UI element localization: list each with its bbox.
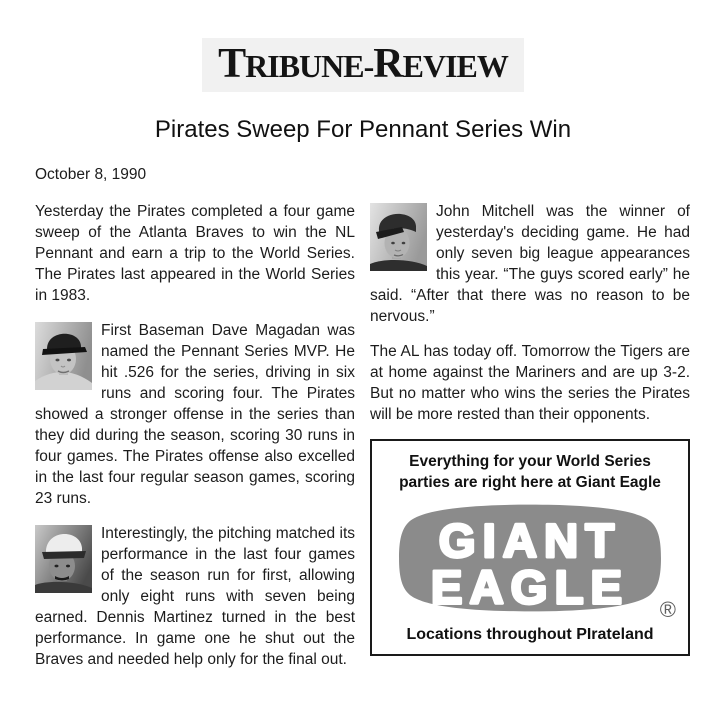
dennis-martinez-photo (35, 525, 92, 593)
paragraph-text: The AL has today off. Tomorrow the Tigers are at home against the Mariners and are up 3-2. But no matter who wins the series the Pirates will be more rested than their opponents. (370, 343, 690, 423)
giant-eagle-logo-shape (396, 501, 664, 615)
logo-word-eagle: EAGLE (430, 561, 630, 615)
article-dateline: October 8, 1990 (35, 166, 147, 183)
dave-magadan-photo (35, 322, 92, 390)
right-column (370, 201, 690, 670)
john-mitchell-photo (370, 203, 427, 271)
logo-word-giant: GIANT (438, 514, 622, 568)
newspaper-masthead (202, 38, 524, 92)
left-column (35, 201, 355, 670)
registered-trademark-symbol: ® (659, 597, 676, 622)
paragraph-magadan (35, 320, 355, 509)
article-headline: Pirates Sweep For Pennant Series Win (154, 116, 572, 143)
ad-heading (380, 451, 680, 493)
masthead-text: RIBUNE- (245, 48, 374, 84)
paragraph-pitching (35, 523, 355, 670)
headshot-illustration (35, 322, 92, 390)
paragraph-al-series (370, 341, 690, 425)
paragraph-text: John Mitchell was the winner of yesterday's deciding game. He had only seven big league appearances this year. “The guys scored early” he said. “After that there was no reason to be nervous.” (370, 203, 690, 325)
masthead-text: T (218, 41, 246, 87)
paragraph-mitchell (370, 201, 690, 327)
headshot-illustration (370, 203, 427, 271)
masthead-text: EVIEW (402, 48, 508, 84)
giant-eagle-ad (370, 439, 690, 656)
giant-eagle-logo (396, 501, 676, 622)
paragraph-text: First Baseman Dave Magadan was named the Pennant Series MVP. He hit .526 for the series, driving in six runs and scoring four. The Pirates showed a stronger offense in the series than they did during the season, scoring 30 runs in four games. The Pirates offense also excelled in the last four regular season games, scoring 23 runs. (35, 322, 355, 507)
paragraph-lede (35, 201, 355, 306)
masthead-banner (0, 0, 726, 92)
ad-heading-line: Everything for your World Series (409, 453, 651, 470)
masthead-text: R (373, 41, 403, 87)
headshot-illustration (35, 525, 92, 593)
ad-footer-text: Locations throughout PIrateland (406, 626, 654, 643)
ad-heading-line: parties are right here at Giant Eagle (399, 474, 661, 491)
article-columns (35, 201, 690, 670)
paragraph-text: Interestingly, the pitching matched its performance in the last four games of the season run for first, allowing only eight runs with seven being earned. Dennis Martinez turned in the best performance. In game one he shut out the Braves and needed help only for the final out. (35, 525, 355, 668)
paragraph-text: Yesterday the Pirates completed a four game sweep of the Atlanta Braves to win the NL Pennant and earn a trip to the World Series. The Pirates last appeared in the World Series in 1983. (35, 203, 355, 304)
